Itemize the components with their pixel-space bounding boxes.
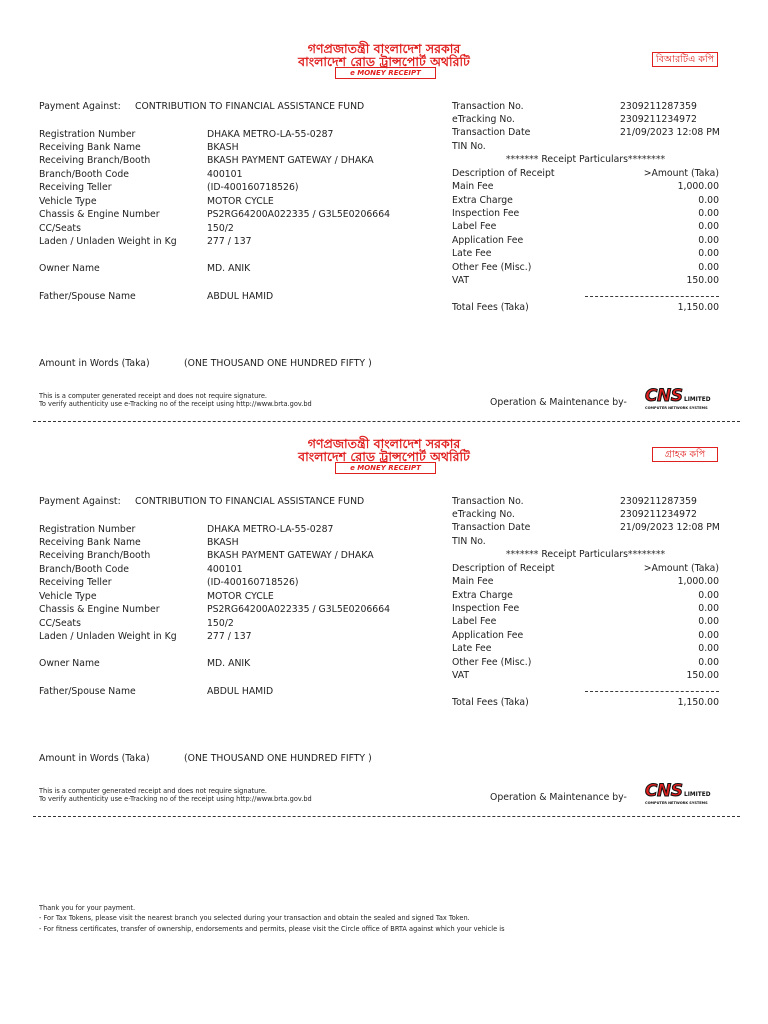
receipt-copy-customer xyxy=(0,395,768,819)
owner-name-label: Owner Name xyxy=(39,657,100,669)
footer-note: - For fitness certificates, transfer of ownership, endorsements and permits, please visit the Circle office of BRTA against which your vehicle is xyxy=(39,924,505,933)
amount-in-words-label: Amount in Words (Taka) xyxy=(39,357,150,369)
amount-header: >Amount (Taka) xyxy=(643,167,719,179)
amount-in-words-row xyxy=(0,357,768,370)
main-fee-amount: 1,000.00 xyxy=(677,181,719,193)
cc-seats-label: CC/Seats xyxy=(39,617,81,629)
application-fee-amount: 0.00 xyxy=(698,629,719,641)
notice-line: To verify authenticity use e-Tracking no of the receipt using http://www.brta.gov.bd xyxy=(39,400,312,408)
tin-number-label: TIN No. xyxy=(452,140,486,152)
etracking-number-row xyxy=(0,508,768,521)
laden-unladen-weight-label: Laden / Unladen Weight in Kg xyxy=(39,631,177,642)
registration-number-value: DHAKA METRO-LA-55-0287 xyxy=(207,523,334,535)
extra-charge-amount: 0.00 xyxy=(698,589,719,601)
late-fee-row xyxy=(0,247,768,260)
transaction-date-value: 21/09/2023 12:08 PM xyxy=(620,522,720,534)
vat-label: VAT xyxy=(452,275,470,287)
vehicle-type-value: MOTOR CYCLE xyxy=(207,590,274,602)
vat-amount: 150.00 xyxy=(686,275,719,287)
main-fee-amount: 1,000.00 xyxy=(677,576,719,588)
inspection-fee-amount: 0.00 xyxy=(698,208,719,219)
owner-name-value: MD. ANIK xyxy=(207,657,251,669)
main-fee-row xyxy=(0,575,768,588)
father-spouse-name-label: Father/Spouse Name xyxy=(39,290,136,302)
father-spouse-name-value: ABDUL HAMID xyxy=(207,290,274,302)
other-fee-misc-label: Other Fee (Misc.) xyxy=(452,261,532,273)
payment-against-value: CONTRIBUTION TO FINANCIAL ASSISTANCE FUND xyxy=(135,495,365,507)
transaction-date-value: 21/09/2023 12:08 PM xyxy=(620,127,720,139)
inspection-fee-row xyxy=(0,207,768,220)
total-fees-label: Total Fees (Taka) xyxy=(452,696,529,708)
cns-logo-tagline: COMPUTER NETWORK SYSTEMS xyxy=(645,801,708,805)
transaction-and-fees xyxy=(0,495,768,683)
application-fee-row xyxy=(0,629,768,642)
label-fee-amount: 0.00 xyxy=(698,221,719,233)
extra-charge-amount: 0.00 xyxy=(698,194,719,206)
inspection-fee-label: Inspection Fee xyxy=(452,603,520,614)
transaction-date-row xyxy=(0,126,768,139)
amount-in-words-value: (ONE THOUSAND ONE HUNDRED FIFTY ) xyxy=(184,752,372,764)
receiving-bank-name-value: BKASH xyxy=(207,536,239,548)
receipt-particulars-heading: ******* Receipt Particulars******** xyxy=(505,154,666,166)
receiving-branch-booth-label: Receiving Branch/Booth xyxy=(39,155,151,167)
e-money-receipt-badge: e MONEY RECEIPT xyxy=(335,67,436,79)
application-fee-label: Application Fee xyxy=(452,629,524,641)
copy-separator xyxy=(33,816,740,817)
label-fee-row xyxy=(0,220,768,233)
inspection-fee-label: Inspection Fee xyxy=(452,208,520,219)
amount-in-words-row xyxy=(0,752,768,765)
branch-booth-code-label: Branch/Booth Code xyxy=(39,563,129,575)
receiving-bank-name-label: Receiving Bank Name xyxy=(39,141,141,153)
other-fee-misc-label: Other Fee (Misc.) xyxy=(452,656,532,668)
application-fee-amount: 0.00 xyxy=(698,234,719,246)
e-money-receipt-badge: e MONEY RECEIPT xyxy=(335,462,436,474)
cns-logo-tagline: COMPUTER NETWORK SYSTEMS xyxy=(645,406,708,410)
branch-booth-code-value: 400101 xyxy=(207,563,243,575)
receiving-teller-label: Receiving Teller xyxy=(39,182,112,194)
vat-label: VAT xyxy=(452,670,470,682)
authority-title: বাংলাদেশ রোড ট্রান্সপোর্ট অথরিটি xyxy=(298,448,470,464)
transaction-and-fees xyxy=(0,100,768,288)
transaction-date-row xyxy=(0,521,768,534)
cns-logo-suffix: LIMITED xyxy=(684,397,711,403)
government-title: গণপ্রজাতন্ত্রী বাংলাদেশ সরকার xyxy=(307,41,461,56)
transaction-number-row xyxy=(0,100,768,113)
notice-line: To verify authenticity use e-Tracking no of the receipt using http://www.brta.gov.bd xyxy=(39,795,312,803)
payment-against-label: Payment Against: xyxy=(39,100,121,112)
cc-seats-value: 150/2 xyxy=(207,222,234,234)
vehicle-type-value: MOTOR CYCLE xyxy=(207,195,274,207)
label-fee-amount: 0.00 xyxy=(698,616,719,628)
registration-number-value: DHAKA METRO-LA-55-0287 xyxy=(207,128,334,140)
receiving-teller-value: (ID-400160718526) xyxy=(207,577,299,589)
copy-label-badge: বিআরটিএ কপি xyxy=(652,52,718,67)
vehicle-type-label: Vehicle Type xyxy=(39,590,97,602)
branch-booth-code-label: Branch/Booth Code xyxy=(39,168,129,180)
total-divider xyxy=(585,691,719,692)
late-fee-amount: 0.00 xyxy=(698,248,719,260)
receiving-branch-booth-value: BKASH PAYMENT GATEWAY / DHAKA xyxy=(207,155,374,167)
owner-name-label: Owner Name xyxy=(39,262,100,274)
application-fee-row xyxy=(0,234,768,247)
receipt-particulars-heading-row xyxy=(0,548,768,561)
other-fee-misc-row xyxy=(0,656,768,669)
receiving-branch-booth-label: Receiving Branch/Booth xyxy=(39,550,151,562)
other-fee-misc-row xyxy=(0,261,768,274)
transaction-number-value: 2309211287359 xyxy=(620,100,697,112)
cns-logo-suffix: LIMITED xyxy=(684,792,711,798)
etracking-number-label: eTracking No. xyxy=(452,113,515,125)
transaction-date-label: Transaction Date xyxy=(452,127,531,139)
footer-note: - For Tax Tokens, please visit the nearest branch you selected during your transaction and obtain the sealed and signed Tax Token. xyxy=(39,914,470,922)
laden-unladen-weight-value: 277 / 137 xyxy=(207,236,252,247)
late-fee-row xyxy=(0,642,768,655)
transaction-date-label: Transaction Date xyxy=(452,522,531,534)
authenticity-notice xyxy=(39,787,312,803)
payment-against-value: CONTRIBUTION TO FINANCIAL ASSISTANCE FUND xyxy=(135,100,365,112)
maintenance-label: Operation & Maintenance by- xyxy=(490,396,627,408)
transaction-number-label: Transaction No. xyxy=(452,495,524,507)
cc-seats-label: CC/Seats xyxy=(39,222,81,234)
receiving-bank-name-label: Receiving Bank Name xyxy=(39,536,141,548)
chassis-engine-number-value: PS2RG64200A022335 / G3L5E0206664 xyxy=(207,209,391,221)
etracking-number-value: 2309211234972 xyxy=(620,113,697,125)
copy-label-badge: গ্রাহক কপি xyxy=(652,447,718,462)
payment-against-label: Payment Against: xyxy=(39,495,121,507)
chassis-engine-number-label: Chassis & Engine Number xyxy=(39,604,160,616)
extra-charge-label: Extra Charge xyxy=(452,589,513,601)
total-fees-row xyxy=(0,696,768,709)
description-header: Description of Receipt xyxy=(452,167,555,179)
chassis-engine-number-value: PS2RG64200A022335 / G3L5E0206664 xyxy=(207,604,391,616)
transaction-number-value: 2309211287359 xyxy=(620,495,697,507)
total-fees-row xyxy=(0,301,768,314)
laden-unladen-weight-value: 277 / 137 xyxy=(207,631,252,642)
branch-booth-code-value: 400101 xyxy=(207,168,243,180)
extra-charge-row xyxy=(0,589,768,602)
main-fee-label: Main Fee xyxy=(452,181,494,193)
other-fee-misc-amount: 0.00 xyxy=(698,261,719,273)
cns-logo-mark: CNS xyxy=(645,386,683,406)
receiving-bank-name-value: BKASH xyxy=(207,141,239,153)
application-fee-label: Application Fee xyxy=(452,234,524,246)
cc-seats-value: 150/2 xyxy=(207,617,234,629)
fees-header-row xyxy=(0,167,768,180)
amount-in-words-label: Amount in Words (Taka) xyxy=(39,752,150,764)
registration-number-label: Registration Number xyxy=(39,523,136,535)
chassis-engine-number-label: Chassis & Engine Number xyxy=(39,209,160,221)
amount-in-words-value: (ONE THOUSAND ONE HUNDRED FIFTY ) xyxy=(184,357,372,369)
authority-title: বাংলাদেশ রোড ট্রান্সপোর্ট অথরিটি xyxy=(298,53,470,69)
owner-name-value: MD. ANIK xyxy=(207,262,251,274)
maintenance-label: Operation & Maintenance by- xyxy=(490,791,627,803)
label-fee-label: Label Fee xyxy=(452,616,497,628)
extra-charge-row xyxy=(0,194,768,207)
receipt-copy-brta xyxy=(0,0,768,424)
etracking-number-label: eTracking No. xyxy=(452,508,515,520)
other-fee-misc-amount: 0.00 xyxy=(698,656,719,668)
father-spouse-name-label: Father/Spouse Name xyxy=(39,685,136,697)
fees-header-row xyxy=(0,562,768,575)
total-divider xyxy=(585,296,719,297)
inspection-fee-row xyxy=(0,602,768,615)
receiving-teller-value: (ID-400160718526) xyxy=(207,182,299,194)
footer-notes xyxy=(39,903,505,935)
main-fee-label: Main Fee xyxy=(452,576,494,588)
transaction-number-row xyxy=(0,495,768,508)
inspection-fee-amount: 0.00 xyxy=(698,603,719,614)
late-fee-label: Late Fee xyxy=(452,248,492,260)
vat-amount: 150.00 xyxy=(686,670,719,682)
father-spouse-name-value: ABDUL HAMID xyxy=(207,685,274,697)
late-fee-label: Late Fee xyxy=(452,643,492,655)
tin-number-label: TIN No. xyxy=(452,535,486,547)
cns-logo-mark: CNS xyxy=(645,781,683,801)
amount-header: >Amount (Taka) xyxy=(643,562,719,574)
cns-logo xyxy=(645,781,711,807)
notice-line: This is a computer generated receipt and does not require signature. xyxy=(39,392,268,400)
notice-line: This is a computer generated receipt and does not require signature. xyxy=(39,787,268,795)
receiving-teller-label: Receiving Teller xyxy=(39,577,112,589)
description-header: Description of Receipt xyxy=(452,562,555,574)
label-fee-row xyxy=(0,615,768,628)
extra-charge-label: Extra Charge xyxy=(452,194,513,206)
transaction-number-label: Transaction No. xyxy=(452,100,524,112)
main-fee-row xyxy=(0,180,768,193)
label-fee-label: Label Fee xyxy=(452,221,497,233)
government-title: গণপ্রজাতন্ত্রী বাংলাদেশ সরকার xyxy=(307,436,461,451)
vat-row xyxy=(0,274,768,287)
total-fees-amount: 1,150.00 xyxy=(677,301,719,313)
late-fee-amount: 0.00 xyxy=(698,643,719,655)
receiving-branch-booth-value: BKASH PAYMENT GATEWAY / DHAKA xyxy=(207,550,374,562)
total-fees-amount: 1,150.00 xyxy=(677,696,719,708)
tin-number-row xyxy=(0,535,768,548)
registration-number-label: Registration Number xyxy=(39,128,136,140)
vat-row xyxy=(0,669,768,682)
laden-unladen-weight-label: Laden / Unladen Weight in Kg xyxy=(39,236,177,247)
total-fees-label: Total Fees (Taka) xyxy=(452,301,529,313)
thank-you-text: Thank you for your payment. xyxy=(39,903,136,912)
etracking-number-value: 2309211234972 xyxy=(620,508,697,520)
receipt-particulars-heading-row xyxy=(0,153,768,166)
tin-number-row xyxy=(0,140,768,153)
etracking-number-row xyxy=(0,113,768,126)
receipt-particulars-heading: ******* Receipt Particulars******** xyxy=(505,549,666,561)
vehicle-type-label: Vehicle Type xyxy=(39,195,97,207)
